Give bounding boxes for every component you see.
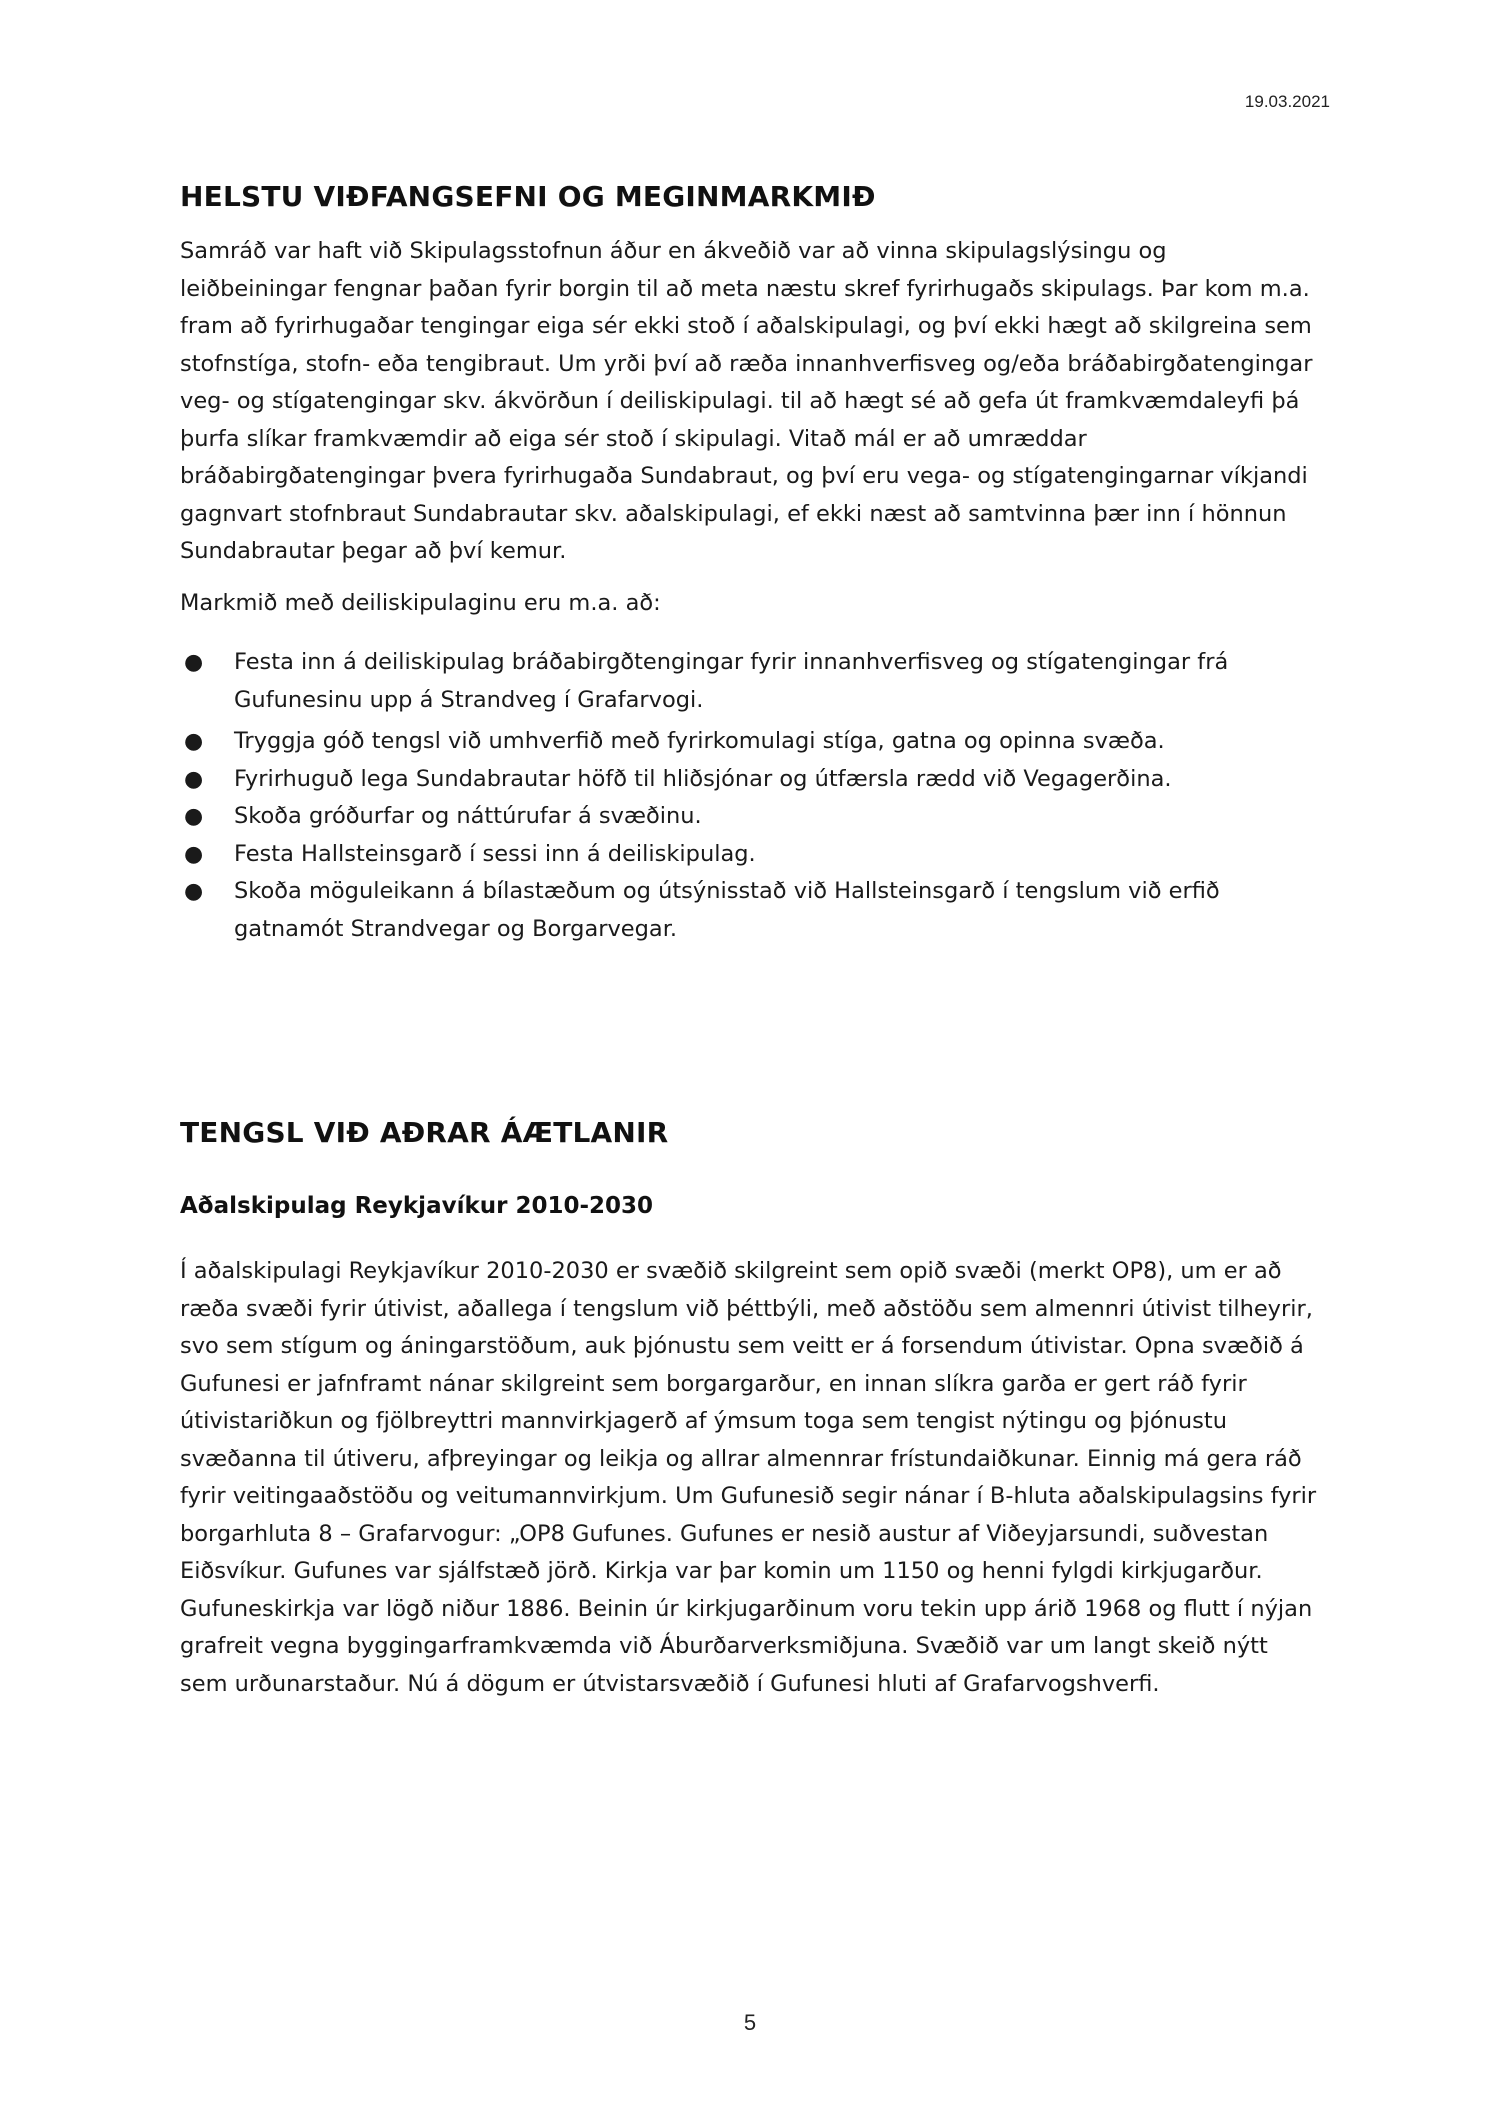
document-date: 19.03.2021	[1244, 92, 1330, 111]
section-related-plans	[180, 1116, 1320, 1703]
page-content	[180, 180, 1320, 1703]
bullet-icon: ●	[184, 766, 204, 792]
list-item-text: Festa inn á deiliskipulag bráðabirgðtengingar fyrir innanhverfisveg og stígatengingar frá Gufunesinu upp á Strandveg í Grafarvogi.	[234, 649, 1229, 713]
body-paragraph: Í aðalskipulagi Reykjavíkur 2010-2030 er svæðið skilgreint sem opið svæði (merkt OP8), um er að ræða svæði fyrir útivist, aðallega í tengslum við þéttbýli, með aðstöðu sem almennri útivist tilheyrir, svo sem stígum og áningarstöðum, auk þjónustu sem veitt er á forsendum útivistar. Opna svæðið á Gufunesi er jafnframt nánar skilgreint sem borgargarður, en innan slíkra garða er gert ráð fyrir útivistariðkun og fjölbreyttri mannvirkjagerð af ýmsum toga sem tengist nýtingu og þjónustu svæðanna til útiveru, afþreyingar og leikja og allrar almennrar frístundaiðkunar. Einnig má gera ráð fyrir veitingaaðstöðu og veitumannvirkjum. Um Gufunesið segir nánar í B-hluta aðalskipulagsins fyrir borgarhluta 8 – Grafarvogur: „OP8 Gufunes. Gufunes er nesið austur af Viðeyjarsundi, suðvestan Eiðsvíkur. Gufunes var sjálfstæð jörð. Kirkja var þar komin um 1150 og henni fylgdi kirkjugarður. Gufuneskirkja var lögð niður 1886. Beinin úr kirkjugarðinum voru tekin upp árið 1968 og flutt í nýjan grafreit vegna byggingarframkvæmda við Áburðarverksmiðjuna. Svæðið var um langt skeið nýtt sem urðunarstaður. Nú á dögum er útvistarsvæðið í Gufunesi hluti af Grafarvogshverfi.	[180, 1258, 1317, 1697]
list-item-text: Tryggja góð tengsl við umhverfið með fyrirkomulagi stíga, gatna og opinna svæða.	[234, 728, 1165, 754]
bullet-icon: ●	[184, 729, 204, 754]
list-item	[180, 836, 1320, 874]
goals-list	[180, 644, 1320, 948]
subsection-heading: Aðalskipulag Reykjavíkur 2010-2030	[180, 1193, 654, 1219]
list-item-text: Skoða möguleikann á bílastæðum og útsýnisstað við Hallsteinsgarð í tengslum við erfið gatnamót Strandvegar og Borgarvegar.	[234, 878, 1220, 942]
list-item	[180, 761, 1320, 799]
section-heading: HELSTU VIÐFANGSEFNI OG MEGINMARKMIÐ	[180, 180, 876, 213]
bullet-icon: ●	[184, 650, 204, 675]
list-item-text: Festa Hallsteinsgarð í sessi inn á deiliskipulag.	[234, 840, 756, 867]
section-main-tasks	[180, 180, 1320, 948]
bullet-icon: ●	[184, 879, 204, 904]
body-paragraph: Samráð var haft við Skipulagsstofnun áður en ákveðið var að vinna skipulagslýsingu og leiðbeiningar fengnar þaðan fyrir borgin til að meta næstu skref fyrirhugaðs skipulags. Þar kom m.a. fram að fyrirhugaðar tengingar eiga sér ekki stoð í aðalskipulagi, og því ekki hægt að skilgreina sem stofnstíga, stofn- eða tengibraut. Um yrði því að ræða innanhverfisveg og/eða bráðabirgðatengingar veg- og stígatengingar skv. ákvörðun í deiliskipulagi. til að hægt sé að gefa út framkvæmdaleyfi þá þurfa slíkar framkvæmdir að eiga sér stoð í skipulagi. Vitað mál er að umræddar bráðabirgðatengingar þvera fyrirhugaða Sundabraut, og því eru vega- og stígatengingarnar víkjandi gagnvart stofnbraut Sundabrautar skv. aðalskipulagi, ef ekki næst að samtvinna þær inn í hönnun Sundabrautar þegar að því kemur.	[180, 238, 1313, 564]
bullet-icon: ●	[184, 841, 204, 867]
list-item	[180, 798, 1320, 836]
list-item	[180, 873, 1320, 948]
list-item-text: Skoða gróðurfar og náttúrufar á svæðinu.	[234, 803, 702, 829]
page-number: 5	[743, 2010, 757, 2035]
section-heading: TENGSL VIÐ AÐRAR ÁÆTLANIR	[180, 1116, 669, 1149]
list-item-text: Fyrirhuguð lega Sundabrautar höfð til hliðsjónar og útfærsla rædd við Vegagerðina.	[234, 765, 1172, 792]
list-item	[180, 644, 1320, 719]
bullet-icon: ●	[184, 804, 204, 829]
list-item	[180, 723, 1320, 761]
goals-intro: Markmið með deiliskipulaginu eru m.a. að:	[180, 589, 661, 616]
